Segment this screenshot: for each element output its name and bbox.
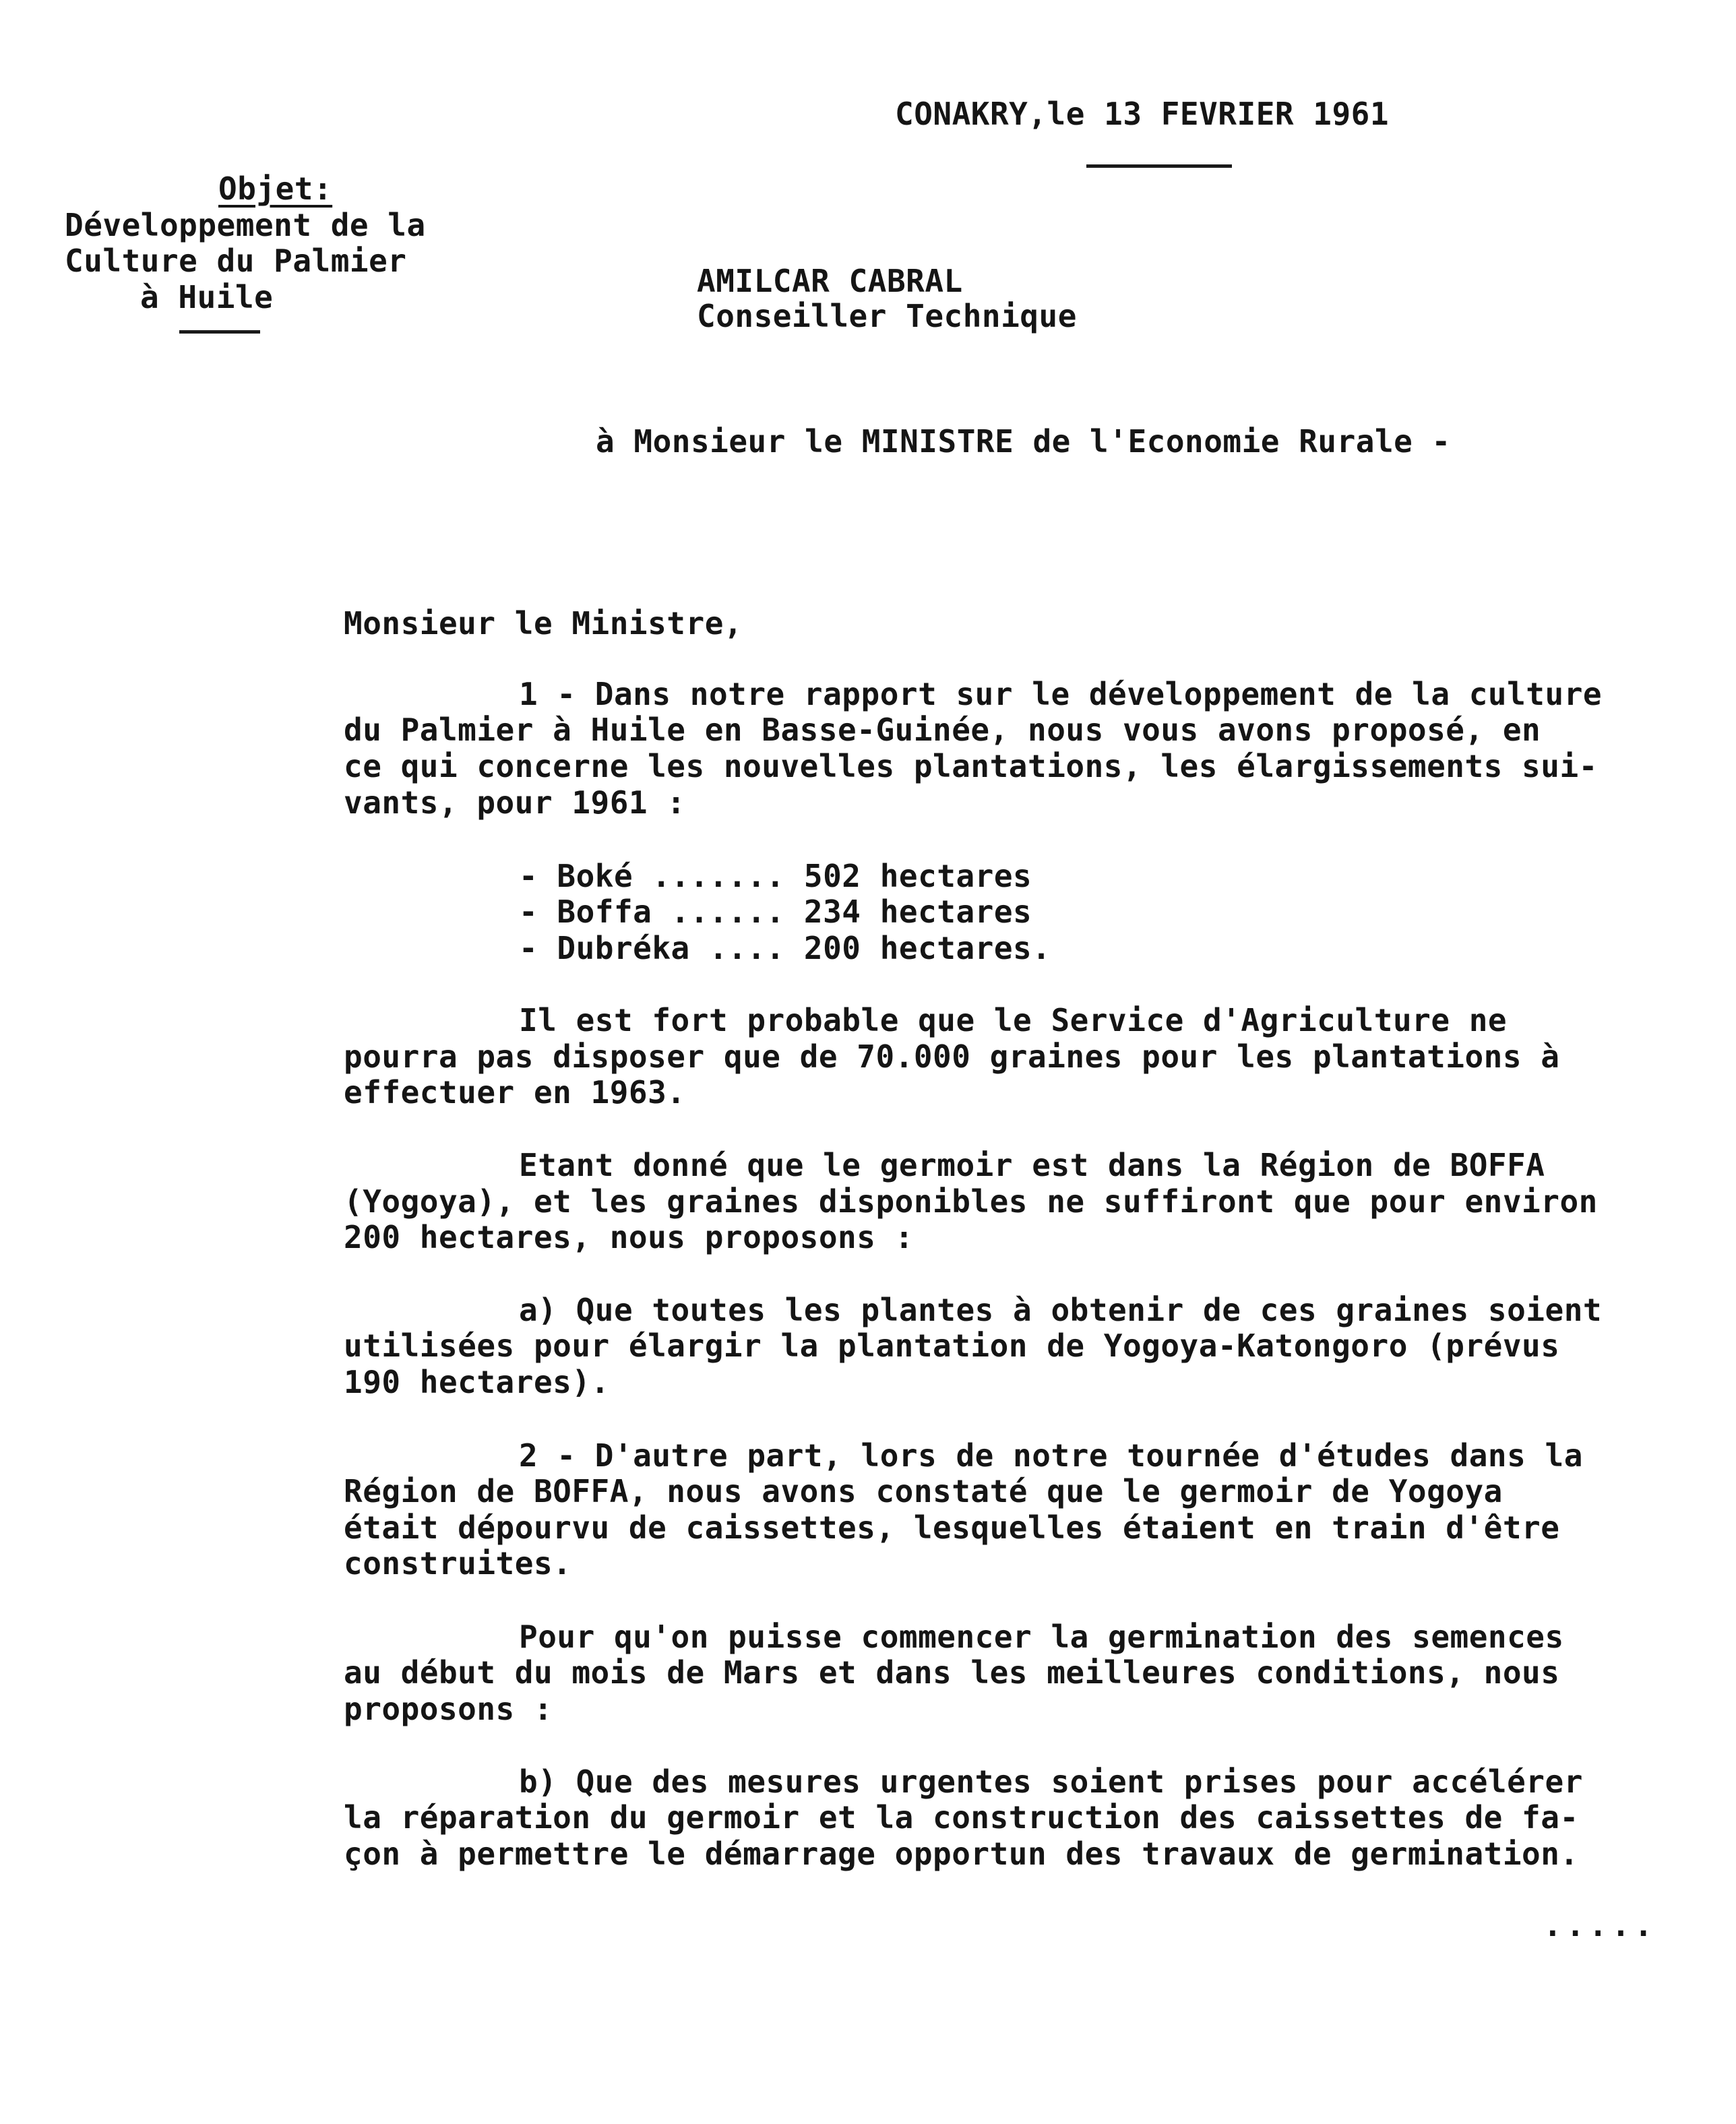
paragraph-6-line: au début du mois de Mars et dans les meilleures conditions, nous [344,1654,1560,1691]
paragraph-5-line: Région de BOFFA, nous avons constaté que le germoir de Yogoya [344,1473,1503,1509]
paragraph-5-line: 2 - D'autre part, lors de notre tournée d'études dans la [519,1437,1583,1474]
date-line: CONAKRY,le 13 FEVRIER 1961 [895,96,1390,132]
paragraph-7-line: la réparation du germoir et la construction des caissettes de fa- [344,1799,1579,1836]
paragraph-2-line: effectuer en 1963. [344,1074,686,1111]
paragraph-4-line: 190 hectares). [344,1364,610,1400]
paragraph-6-line: proposons : [344,1691,553,1727]
paragraph-5-line: construites. [344,1545,572,1582]
objet-line: Culture du Palmier [65,243,407,279]
objet-label: Objet: [218,170,333,207]
objet-underline-rule [179,330,260,334]
paragraph-1-line: 1 - Dans notre rapport sur le développement de la culture [519,676,1603,712]
salutation: Monsieur le Ministre, [344,605,743,642]
paragraph-1-line: du Palmier à Huile en Basse-Guinée, nous vous avons proposé, en [344,712,1541,748]
paragraph-5-line: était dépourvu de caissettes, lesquelles étaient en train d'être [344,1509,1560,1546]
recipient-line: à Monsieur le MINISTRE de l'Economie Rurale - [596,423,1451,460]
paragraph-3-line: Etant donné que le germoir est dans la Région de BOFFA [519,1147,1545,1183]
paragraph-3-line: 200 hectares, nous proposons : [344,1219,914,1255]
sender-title: Conseiller Technique [697,298,1077,334]
paragraph-4-line: utilisées pour élargir la plantation de Yogoya-Katongoro (prévus [344,1328,1560,1364]
paragraph-3-line: (Yogoya), et les graines disponibles ne suffiront que pour environ [344,1183,1598,1220]
paragraph-7-line: b) Que des mesures urgentes soient prises pour accélérer [519,1763,1583,1800]
paragraph-2-line: pourra pas disposer que de 70.000 graines pour les plantations à [344,1038,1560,1075]
paragraph-1-line: vants, pour 1961 : [344,784,686,821]
date-underline-rule [1086,164,1232,168]
paragraph-1-line: ce qui concerne les nouvelles plantations, les élargissements sui- [344,748,1598,784]
allocation-item: - Dubréka .... 200 hectares. [519,930,1051,966]
paragraph-6-line: Pour qu'on puisse commencer la germination des semences [519,1619,1564,1655]
paragraph-2-line: Il est fort probable que le Service d'Agriculture ne [519,1002,1508,1038]
objet-line: Développement de la [65,207,426,243]
objet-line: à Huile [140,279,274,315]
allocation-item: - Boké ....... 502 hectares [519,858,1032,894]
allocation-item: - Boffa ...... 234 hectares [519,894,1032,930]
sender-name: AMILCAR CABRAL [697,263,963,299]
continuation-dots: ..... [1543,1907,1657,1943]
paragraph-4-line: a) Que toutes les plantes à obtenir de ces graines soient [519,1292,1603,1328]
paragraph-7-line: çon à permettre le démarrage opportun des travaux de germination. [344,1836,1579,1872]
